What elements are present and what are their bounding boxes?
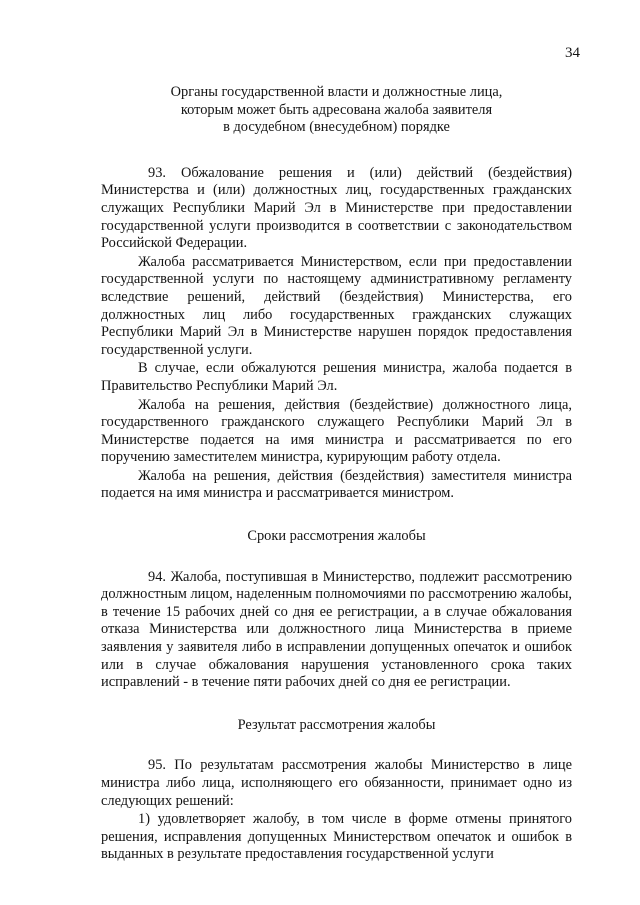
section-heading-review-terms: Сроки рассмотрения жалобы — [247, 528, 426, 545]
paragraph: Жалоба на решения, действия (бездействия) заместителя министра подается на имя министра и рассматривается министром. — [101, 467, 572, 502]
heading-line: которым может быть адресована жалоба заявителя — [180, 101, 493, 118]
document-body — [101, 84, 572, 864]
section-heading-complaint-addressees — [101, 84, 572, 137]
paragraph-93: 93. Обжалование решения и (или) действий (бездействия) Министерства и (или) должностных лиц, государственных гражданских служащих Республики Марий Эл в Министерстве при предоставлении государственной услуги производится в соответствии с законодательством Российской Федерации. — [101, 164, 572, 252]
section-heading-review-result: Результат рассмотрения жалобы — [237, 716, 436, 733]
paragraph-94: 94. Жалоба, поступившая в Министерство, подлежит рассмотрению должностным лицом, наделенным полномочиями по рассмотрению жалобы, в течение 15 рабочих дней со дня ее регистрации, а в случае обжалования отказа Министерства или должностного лица Министерства в приеме заявления у заявителя либо в исправлении допущенных опечаток и ошибок или в случае обжалования нарушения установленного срока таких исправлений - в течение пяти рабочих дней со дня ее регистрации. — [101, 568, 572, 691]
page-number: 34 — [565, 45, 580, 61]
heading-line: в досудебном (внесудебном) порядке — [223, 119, 450, 136]
heading-line: Органы государственной власти и должностные лица, — [170, 84, 503, 100]
paragraph: Жалоба рассматривается Министерством, если при предоставлении государственной услуги по настоящему административному регламенту вследствие решений, действий (бездействия) Министерства, его должностных лиц либо государственных гражданских служащих Республики Марий Эл в Министерстве нарушен порядок предоставления государственной услуги. — [101, 253, 572, 358]
paragraph: Жалоба на решения, действия (бездействие) должностного лица, государственного гражданского служащего Республики Марий Эл в Министерстве подается на имя министра и рассматривается по его поручению заместителем министра, курирующим работу отдела. — [101, 396, 572, 466]
paragraph-95: 95. По результатам рассмотрения жалобы Министерство в лице министра либо лица, исполняющего его обязанности, принимает одно из следующих решений: — [101, 757, 572, 809]
paragraph-list-item-1: 1) удовлетворяет жалобу, в том числе в форме отмены принятого решения, исправления допущенных Министерством опечаток и ошибок в выданных в результате предоставления государственной услуги — [101, 811, 572, 863]
paragraph: В случае, если обжалуются решения министра, жалоба подается в Правительство Республики Марий Эл. — [101, 360, 572, 394]
